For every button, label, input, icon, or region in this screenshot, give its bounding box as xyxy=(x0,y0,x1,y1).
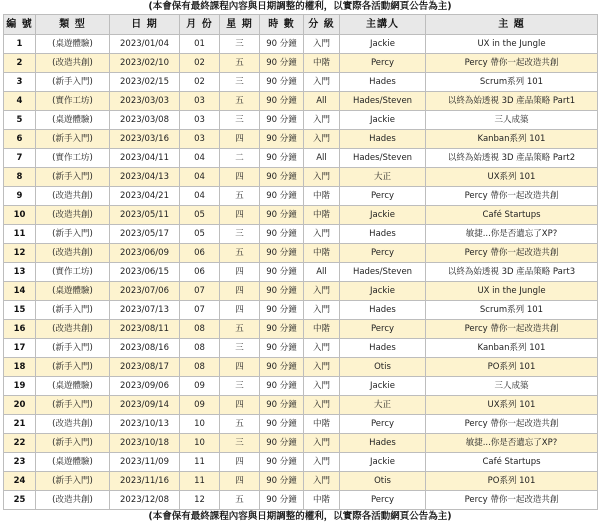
cell-weekday: 四 xyxy=(220,263,260,282)
cell-date: 2023/10/18 xyxy=(110,434,180,453)
cell-date: 2023/11/09 xyxy=(110,453,180,472)
cell-date: 2023/09/06 xyxy=(110,377,180,396)
cell-month: 07 xyxy=(180,301,220,320)
cell-month: 03 xyxy=(180,92,220,111)
cell-no: 21 xyxy=(4,415,36,434)
cell-month: 03 xyxy=(180,111,220,130)
cell-speaker: Jackie xyxy=(340,35,426,54)
table-row xyxy=(4,453,598,472)
cell-date: 2023/05/17 xyxy=(110,225,180,244)
table-row xyxy=(4,377,598,396)
cell-type: (改造共創) xyxy=(36,320,110,339)
cell-date: 2023/04/21 xyxy=(110,187,180,206)
cell-type: (新手入門) xyxy=(36,168,110,187)
cell-level: 入門 xyxy=(304,130,340,149)
cell-no: 8 xyxy=(4,168,36,187)
cell-speaker: Percy xyxy=(340,244,426,263)
table-row xyxy=(4,396,598,415)
cell-speaker: Hades xyxy=(340,225,426,244)
cell-duration: 90 分鐘 xyxy=(260,377,304,396)
cell-topic: 以終為始透視 3D 產品策略 Part3 xyxy=(426,263,598,282)
cell-month: 08 xyxy=(180,358,220,377)
cell-no: 1 xyxy=(4,35,36,54)
cell-topic: Scrum系列 101 xyxy=(426,73,598,92)
cell-topic: Kanban系列 101 xyxy=(426,130,598,149)
cell-duration: 90 分鐘 xyxy=(260,396,304,415)
cell-no: 9 xyxy=(4,187,36,206)
cell-type: (新手入門) xyxy=(36,130,110,149)
cell-month: 06 xyxy=(180,263,220,282)
cell-type: (新手入門) xyxy=(36,472,110,491)
cell-level: 入門 xyxy=(304,453,340,472)
cell-date: 2023/02/10 xyxy=(110,54,180,73)
table-row xyxy=(4,472,598,491)
cell-duration: 90 分鐘 xyxy=(260,187,304,206)
cell-type: (新手入門) xyxy=(36,339,110,358)
cell-speaker: Hades xyxy=(340,339,426,358)
cell-date: 2023/06/09 xyxy=(110,244,180,263)
cell-no: 12 xyxy=(4,244,36,263)
cell-level: 中階 xyxy=(304,415,340,434)
cell-duration: 90 分鐘 xyxy=(260,415,304,434)
cell-level: 入門 xyxy=(304,339,340,358)
cell-no: 10 xyxy=(4,206,36,225)
table-row xyxy=(4,301,598,320)
cell-type: (實作工坊) xyxy=(36,263,110,282)
cell-level: All xyxy=(304,263,340,282)
cell-speaker: Jackie xyxy=(340,377,426,396)
cell-topic: UX系列 101 xyxy=(426,396,598,415)
cell-date: 2023/02/15 xyxy=(110,73,180,92)
table-row xyxy=(4,339,598,358)
cell-speaker: Hades/Steven xyxy=(340,263,426,282)
table-row xyxy=(4,35,598,54)
cell-no: 23 xyxy=(4,453,36,472)
cell-speaker: Percy xyxy=(340,54,426,73)
cell-date: 2023/11/16 xyxy=(110,472,180,491)
table-row xyxy=(4,54,598,73)
cell-no: 15 xyxy=(4,301,36,320)
cell-speaker: Otis xyxy=(340,358,426,377)
cell-type: (實作工坊) xyxy=(36,149,110,168)
cell-topic: Percy 帶你一起改造共創 xyxy=(426,244,598,263)
cell-weekday: 五 xyxy=(220,187,260,206)
table-row xyxy=(4,73,598,92)
cell-duration: 90 分鐘 xyxy=(260,339,304,358)
cell-duration: 90 分鐘 xyxy=(260,54,304,73)
cell-weekday: 四 xyxy=(220,472,260,491)
cell-weekday: 四 xyxy=(220,453,260,472)
cell-no: 17 xyxy=(4,339,36,358)
cell-no: 4 xyxy=(4,92,36,111)
cell-topic: Percy 帶你一起改造共創 xyxy=(426,54,598,73)
cell-duration: 90 分鐘 xyxy=(260,244,304,263)
cell-level: 入門 xyxy=(304,73,340,92)
cell-date: 2023/06/15 xyxy=(110,263,180,282)
table-row xyxy=(4,282,598,301)
cell-date: 2023/07/06 xyxy=(110,282,180,301)
cell-duration: 90 分鐘 xyxy=(260,301,304,320)
cell-weekday: 五 xyxy=(220,92,260,111)
cell-duration: 90 分鐘 xyxy=(260,73,304,92)
cell-type: (改造共創) xyxy=(36,244,110,263)
header-type: 類 型 xyxy=(36,15,110,35)
cell-duration: 90 分鐘 xyxy=(260,111,304,130)
table-row xyxy=(4,187,598,206)
cell-no: 5 xyxy=(4,111,36,130)
cell-type: (改造共創) xyxy=(36,415,110,434)
cell-date: 2023/12/08 xyxy=(110,491,180,510)
cell-level: 入門 xyxy=(304,301,340,320)
cell-type: (桌遊體驗) xyxy=(36,377,110,396)
cell-level: 中階 xyxy=(304,54,340,73)
cell-no: 3 xyxy=(4,73,36,92)
cell-weekday: 四 xyxy=(220,358,260,377)
table-header-row xyxy=(4,15,598,35)
cell-level: 入門 xyxy=(304,472,340,491)
cell-weekday: 三 xyxy=(220,434,260,453)
cell-weekday: 五 xyxy=(220,320,260,339)
cell-weekday: 五 xyxy=(220,244,260,263)
cell-month: 03 xyxy=(180,130,220,149)
cell-type: (桌遊體驗) xyxy=(36,111,110,130)
cell-no: 24 xyxy=(4,472,36,491)
table-row xyxy=(4,111,598,130)
table-row xyxy=(4,168,598,187)
cell-month: 02 xyxy=(180,54,220,73)
cell-date: 2023/04/13 xyxy=(110,168,180,187)
cell-level: All xyxy=(304,92,340,111)
cell-speaker: Percy xyxy=(340,187,426,206)
cell-weekday: 三 xyxy=(220,225,260,244)
table-row xyxy=(4,225,598,244)
cell-month: 04 xyxy=(180,168,220,187)
cell-no: 20 xyxy=(4,396,36,415)
cell-speaker: 大正 xyxy=(340,168,426,187)
cell-speaker: Hades/Steven xyxy=(340,92,426,111)
cell-duration: 90 分鐘 xyxy=(260,149,304,168)
cell-duration: 90 分鐘 xyxy=(260,92,304,111)
header-month: 月 份 xyxy=(180,15,220,35)
cell-level: 入門 xyxy=(304,377,340,396)
cell-weekday: 四 xyxy=(220,282,260,301)
cell-level: 中階 xyxy=(304,244,340,263)
cell-date: 2023/01/04 xyxy=(110,35,180,54)
cell-weekday: 五 xyxy=(220,54,260,73)
cell-month: 01 xyxy=(180,35,220,54)
cell-no: 13 xyxy=(4,263,36,282)
cell-weekday: 五 xyxy=(220,415,260,434)
table-row xyxy=(4,130,598,149)
cell-duration: 90 分鐘 xyxy=(260,225,304,244)
cell-speaker: Otis xyxy=(340,472,426,491)
cell-weekday: 三 xyxy=(220,377,260,396)
cell-weekday: 四 xyxy=(220,396,260,415)
table-row xyxy=(4,263,598,282)
header-topic: 主 題 xyxy=(426,15,598,35)
table-row xyxy=(4,244,598,263)
cell-topic: Café Startups xyxy=(426,206,598,225)
cell-topic: 敏捷...你是否遺忘了XP? xyxy=(426,225,598,244)
cell-weekday: 五 xyxy=(220,491,260,510)
table-row xyxy=(4,434,598,453)
cell-weekday: 三 xyxy=(220,73,260,92)
cell-month: 09 xyxy=(180,377,220,396)
cell-date: 2023/08/17 xyxy=(110,358,180,377)
cell-topic: UX in the Jungle xyxy=(426,35,598,54)
cell-topic: 三人成築 xyxy=(426,111,598,130)
cell-speaker: Percy xyxy=(340,415,426,434)
cell-speaker: Percy xyxy=(340,320,426,339)
cell-duration: 90 分鐘 xyxy=(260,320,304,339)
cell-level: 入門 xyxy=(304,282,340,301)
table-row xyxy=(4,206,598,225)
cell-speaker: Jackie xyxy=(340,206,426,225)
cell-month: 08 xyxy=(180,339,220,358)
cell-topic: UX in the Jungle xyxy=(426,282,598,301)
cell-speaker: Jackie xyxy=(340,111,426,130)
header-speaker: 主講人 xyxy=(340,15,426,35)
cell-no: 14 xyxy=(4,282,36,301)
cell-no: 6 xyxy=(4,130,36,149)
cell-month: 05 xyxy=(180,206,220,225)
cell-topic: 三人成築 xyxy=(426,377,598,396)
cell-weekday: 四 xyxy=(220,168,260,187)
cell-topic: Percy 帶你一起改造共創 xyxy=(426,415,598,434)
cell-topic: Percy 帶你一起改造共創 xyxy=(426,491,598,510)
cell-duration: 90 分鐘 xyxy=(260,491,304,510)
cell-duration: 90 分鐘 xyxy=(260,206,304,225)
header-no: 編 號 xyxy=(4,15,36,35)
header-date: 日 期 xyxy=(110,15,180,35)
cell-weekday: 四 xyxy=(220,301,260,320)
cell-weekday: 三 xyxy=(220,339,260,358)
cell-topic: 敏捷...你是否遺忘了XP? xyxy=(426,434,598,453)
cell-level: 中階 xyxy=(304,206,340,225)
cell-date: 2023/05/11 xyxy=(110,206,180,225)
cell-date: 2023/03/03 xyxy=(110,92,180,111)
cell-speaker: Jackie xyxy=(340,282,426,301)
cell-topic: Café Startups xyxy=(426,453,598,472)
cell-speaker: Percy xyxy=(340,491,426,510)
cell-month: 04 xyxy=(180,187,220,206)
cell-topic: Scrum系列 101 xyxy=(426,301,598,320)
table-row xyxy=(4,149,598,168)
cell-month: 09 xyxy=(180,396,220,415)
cell-month: 12 xyxy=(180,491,220,510)
cell-weekday: 三 xyxy=(220,111,260,130)
cell-speaker: Jackie xyxy=(340,453,426,472)
cell-date: 2023/09/14 xyxy=(110,396,180,415)
cell-topic: Percy 帶你一起改造共創 xyxy=(426,187,598,206)
cell-type: (改造共創) xyxy=(36,54,110,73)
cell-speaker: Hades xyxy=(340,301,426,320)
cell-month: 07 xyxy=(180,282,220,301)
cell-topic: PO系列 101 xyxy=(426,472,598,491)
cell-level: 入門 xyxy=(304,111,340,130)
cell-topic: UX系列 101 xyxy=(426,168,598,187)
cell-type: (桌遊體驗) xyxy=(36,35,110,54)
cell-date: 2023/10/13 xyxy=(110,415,180,434)
header-level: 分 級 xyxy=(304,15,340,35)
cell-date: 2023/04/11 xyxy=(110,149,180,168)
cell-type: (新手入門) xyxy=(36,396,110,415)
cell-level: All xyxy=(304,149,340,168)
course-schedule-table xyxy=(3,14,598,510)
cell-duration: 90 分鐘 xyxy=(260,434,304,453)
cell-duration: 90 分鐘 xyxy=(260,453,304,472)
cell-month: 10 xyxy=(180,415,220,434)
header-weekday: 星 期 xyxy=(220,15,260,35)
cell-type: (新手入門) xyxy=(36,358,110,377)
cell-level: 入門 xyxy=(304,168,340,187)
cell-level: 中階 xyxy=(304,187,340,206)
cell-duration: 90 分鐘 xyxy=(260,263,304,282)
cell-level: 中階 xyxy=(304,320,340,339)
cell-type: (改造共創) xyxy=(36,491,110,510)
cell-no: 18 xyxy=(4,358,36,377)
cell-month: 08 xyxy=(180,320,220,339)
cell-date: 2023/07/13 xyxy=(110,301,180,320)
cell-type: (新手入門) xyxy=(36,225,110,244)
cell-type: (改造共創) xyxy=(36,187,110,206)
cell-no: 25 xyxy=(4,491,36,510)
cell-month: 06 xyxy=(180,244,220,263)
cell-type: (新手入門) xyxy=(36,301,110,320)
cell-date: 2023/08/16 xyxy=(110,339,180,358)
cell-no: 7 xyxy=(4,149,36,168)
cell-month: 05 xyxy=(180,225,220,244)
cell-month: 11 xyxy=(180,472,220,491)
cell-date: 2023/08/11 xyxy=(110,320,180,339)
cell-duration: 90 分鐘 xyxy=(260,35,304,54)
cell-weekday: 四 xyxy=(220,206,260,225)
cell-level: 中階 xyxy=(304,491,340,510)
cell-month: 04 xyxy=(180,149,220,168)
cell-date: 2023/03/16 xyxy=(110,130,180,149)
cell-type: (實作工坊) xyxy=(36,92,110,111)
table-row xyxy=(4,491,598,510)
cell-topic: Percy 帶你一起改造共創 xyxy=(426,320,598,339)
cell-type: (桌遊體驗) xyxy=(36,453,110,472)
notice-top: (本會保有最終課程內容與日期調整的權利，以實際各活動網頁公告為主) xyxy=(148,1,452,12)
cell-type: (新手入門) xyxy=(36,434,110,453)
table-row xyxy=(4,358,598,377)
cell-no: 2 xyxy=(4,54,36,73)
cell-topic: 以終為始透視 3D 產品策略 Part1 xyxy=(426,92,598,111)
cell-duration: 90 分鐘 xyxy=(260,472,304,491)
table-row xyxy=(4,92,598,111)
cell-date: 2023/03/08 xyxy=(110,111,180,130)
cell-no: 16 xyxy=(4,320,36,339)
cell-topic: Kanban系列 101 xyxy=(426,339,598,358)
cell-topic: PO系列 101 xyxy=(426,358,598,377)
cell-type: (新手入門) xyxy=(36,73,110,92)
cell-duration: 90 分鐘 xyxy=(260,168,304,187)
cell-type: (桌遊體驗) xyxy=(36,282,110,301)
cell-level: 入門 xyxy=(304,358,340,377)
cell-weekday: 二 xyxy=(220,149,260,168)
cell-month: 11 xyxy=(180,453,220,472)
cell-month: 02 xyxy=(180,73,220,92)
cell-speaker: Hades xyxy=(340,434,426,453)
cell-level: 入門 xyxy=(304,434,340,453)
cell-no: 22 xyxy=(4,434,36,453)
cell-duration: 90 分鐘 xyxy=(260,358,304,377)
cell-duration: 90 分鐘 xyxy=(260,282,304,301)
cell-level: 入門 xyxy=(304,225,340,244)
cell-duration: 90 分鐘 xyxy=(260,130,304,149)
cell-speaker: 大正 xyxy=(340,396,426,415)
cell-weekday: 三 xyxy=(220,35,260,54)
cell-topic: 以終為始透視 3D 產品策略 Part2 xyxy=(426,149,598,168)
cell-weekday: 四 xyxy=(220,130,260,149)
table-row xyxy=(4,415,598,434)
cell-speaker: Hades/Steven xyxy=(340,149,426,168)
header-duration: 時 數 xyxy=(260,15,304,35)
cell-speaker: Hades xyxy=(340,73,426,92)
cell-month: 10 xyxy=(180,434,220,453)
cell-no: 11 xyxy=(4,225,36,244)
cell-no: 19 xyxy=(4,377,36,396)
notice-bottom: (本會保有最終課程內容與日期調整的權利，以實際各活動網頁公告為主) xyxy=(148,511,452,522)
cell-level: 入門 xyxy=(304,35,340,54)
table-row xyxy=(4,320,598,339)
cell-level: 入門 xyxy=(304,396,340,415)
cell-speaker: Hades xyxy=(340,130,426,149)
cell-type: (改造共創) xyxy=(36,206,110,225)
